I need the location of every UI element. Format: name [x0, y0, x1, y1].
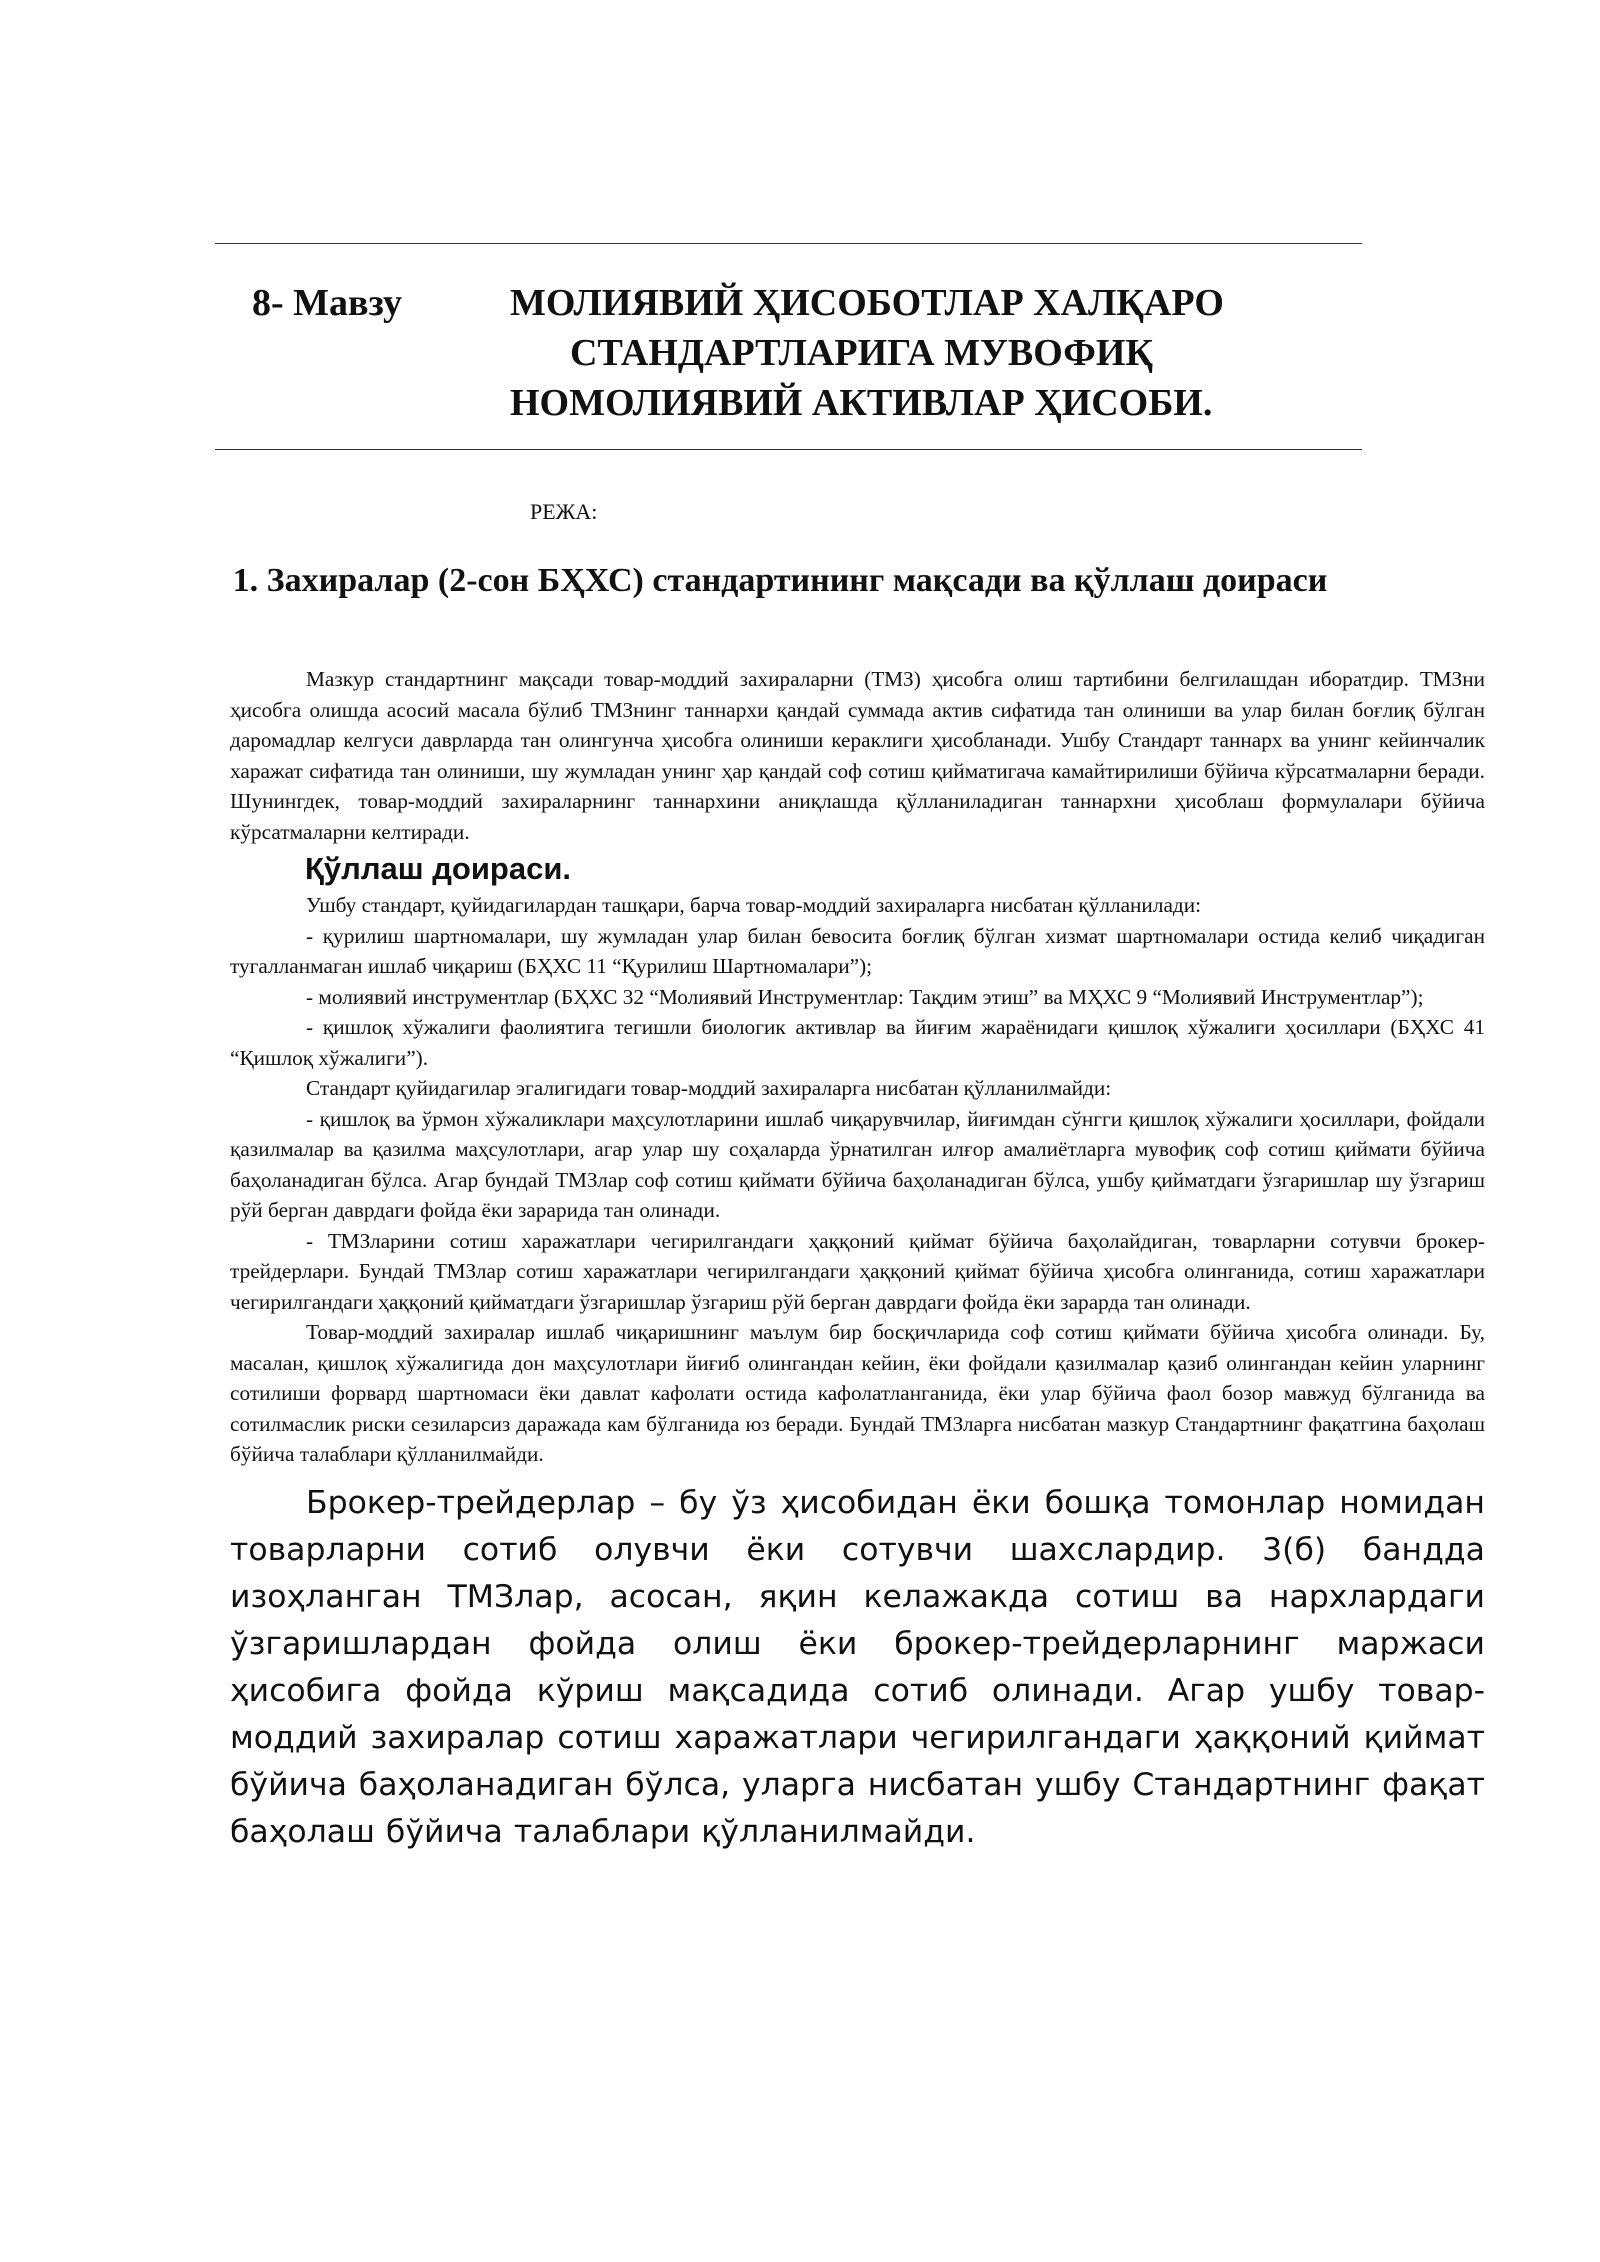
list-item-broker-traders: - ТМЗларини сотиш харажатлари чегирилгандаги ҳаққоний қиймат бўйича баҳолайдиган, товарларни сотувчи брокер-трейдерлари. Бундай ТМЗлар сотиш харажатлари чегирилгандаги ҳаққоний қиймат бўйича ҳисобга олинганида, сотиш харажатлари чегирилгандаги ҳаққоний қийматдаги ўзгаришлар ўзгариш рўй берган даврдаги фойда ёки зарарда тан олинади. [230, 1228, 1485, 1314]
paragraph-scope-intro: Ушбу стандарт, қуйидагилардан ташқари, барча товар-моддий захираларга нисбатан қўлланилади: [306, 893, 1202, 917]
document-body [230, 664, 1485, 1856]
list-item-construction: - қурилиш шартномалари, шу жумладан улар билан бевосита боғлиқ бўлган хизмат шартномалари остида келиб чиқадиган тугалланмаган ишлаб чиқариш (БҲХС 11 “Қурилиш Шартномалари”); [230, 923, 1485, 978]
plan-label: РЕЖА: [530, 499, 598, 524]
paragraph-purpose: Мазкур стандартнинг мақсади товар-моддий захираларни (ТМЗ) ҳисобга олиш тартибини белгилашдан иборатдир. ТМЗни ҳисобга олишда асосий масала бўлиб ТМЗнинг таннархи қандай суммада актив сифатида тан олиниши ва улар билан боғлиқ бўлган даромадлар келгуси даврларда тан олингунча ҳисобга олиниши кераклиги ҳисобланади. Ушбу Стандарт таннарх ва унинг кейинчалик харажат сифатида тан олиниши, шу жумладан унинг ҳар қандай соф сотиш қийматигача камайтирилиши бўйича кўрсатмаларни беради. Шунингдек, товар-моддий захираларнинг таннархини аниқлашда қўлланиладиган таннархни ҳисоблаш формулалари бўйича кўрсатмаларни келтиради. [230, 667, 1485, 844]
list-item-producers: - қишлоқ ва ўрмон хўжаликлари маҳсулотларини ишлаб чиқарувчилар, йиғимдан сўнгги қишлоқ хўжалиги ҳосиллари, фойдали қазилмалар ва қазилма маҳсулотлари, агар улар шу соҳаларда ўрнатилган илғор амалиётларга мувофиқ соф сотиш қиймати бўйича баҳоланадиган бўлса. Агар бундай ТМЗлар соф сотиш қиймати бўйича баҳоланадиган бўлса, ушбу қийматдаги ўзгаришлар шу ўзгариш рўй берган даврдаги фойда ёки зарарида тан олинади. [230, 1106, 1485, 1222]
topic-title [505, 278, 1345, 428]
paragraph-not-applied: Стандарт қуйидагилар эгалигидаги товар-моддий захираларга нисбатан қўлланилмайди: [306, 1076, 1112, 1100]
topic-title-line-1: МОЛИЯВИЙ ҲИСОБОТЛАР ХАЛҚАРО [510, 282, 1224, 324]
paragraph-broker-definition: Брокер-трейдерлар – бу ўз ҳисобидан ёки бошқа томонлар номидан товарларни сотиб олувчи ёки сотувчи шахслардир. 3(б) бандда изоҳланган ТМЗлар, асосан, яқин келажакда сотиш ва нархлардаги ўзгаришлардан фойда олиш ёки брокер-трейдерларнинг маржаси ҳисобига фойда кўриш мақсадида сотиб олинади. Агар ушбу товар-моддий захиралар сотиш харажатлари чегирилгандаги ҳаққоний қиймат бўйича баҳоланадиган бўлса, уларга нисбатан ушбу Стандартнинг фақат баҳолаш бўйича талаблари қўлланилмайди. [230, 1484, 1485, 1850]
scope-heading: Қўллаш доираси. [305, 851, 571, 886]
topic-title-line-3: НОМОЛИЯВИЙ АКТИВЛАР ҲИСОБИ. [510, 382, 1213, 424]
paragraph-net-realisable: Товар-моддий захиралар ишлаб чиқаришнинг маълум бир босқичларида соф сотиш қиймати бўйича ҳисобга олинади. Бу, масалан, қишлоқ хўжалигида дон маҳсулотлари йиғиб олингандан кейин, ёки фойдали қазилмалар қазиб олингандан кейин уларнинг сотилиши форвард шартномаси ёки давлат кафолати остида кафолатланганида, ёки улар бўйича фаол бозор мавжуд бўлганида ва сотилмаслик риски сезиларсиз даражада кам бўлганида юз беради. Бундай ТМЗларга нисбатан мазкур Стандартнинг фақатгина баҳолаш бўйича талаблари қўлланилмайди. [230, 1320, 1485, 1466]
bottom-rule [215, 449, 1362, 450]
topic-number: 8- Мавзу [252, 282, 403, 324]
list-item-agriculture: - қишлоқ хўжалиги фаолиятига тегишли биологик активлар ва йиғим жараёнидаги қишлоқ хўжалиги ҳосиллари (БҲХС 41 “Қишлоқ хўжалиги”). [230, 1015, 1485, 1070]
topic-title-line-2: СТАНДАРТЛАРИГА МУВОФИҚ [570, 332, 1153, 374]
section-heading: 1. Захиралар (2-сон БҲХС) стандартининг мақсади ва қўллаш доираси [232, 562, 1328, 599]
top-rule [215, 243, 1362, 244]
list-item-financial-instruments: - молиявий инструментлар (БҲХС 32 “Молиявий Инструментлар: Тақдим этиш” ва МҲХС 9 “Молиявий Инструментлар”); [306, 984, 1424, 1009]
